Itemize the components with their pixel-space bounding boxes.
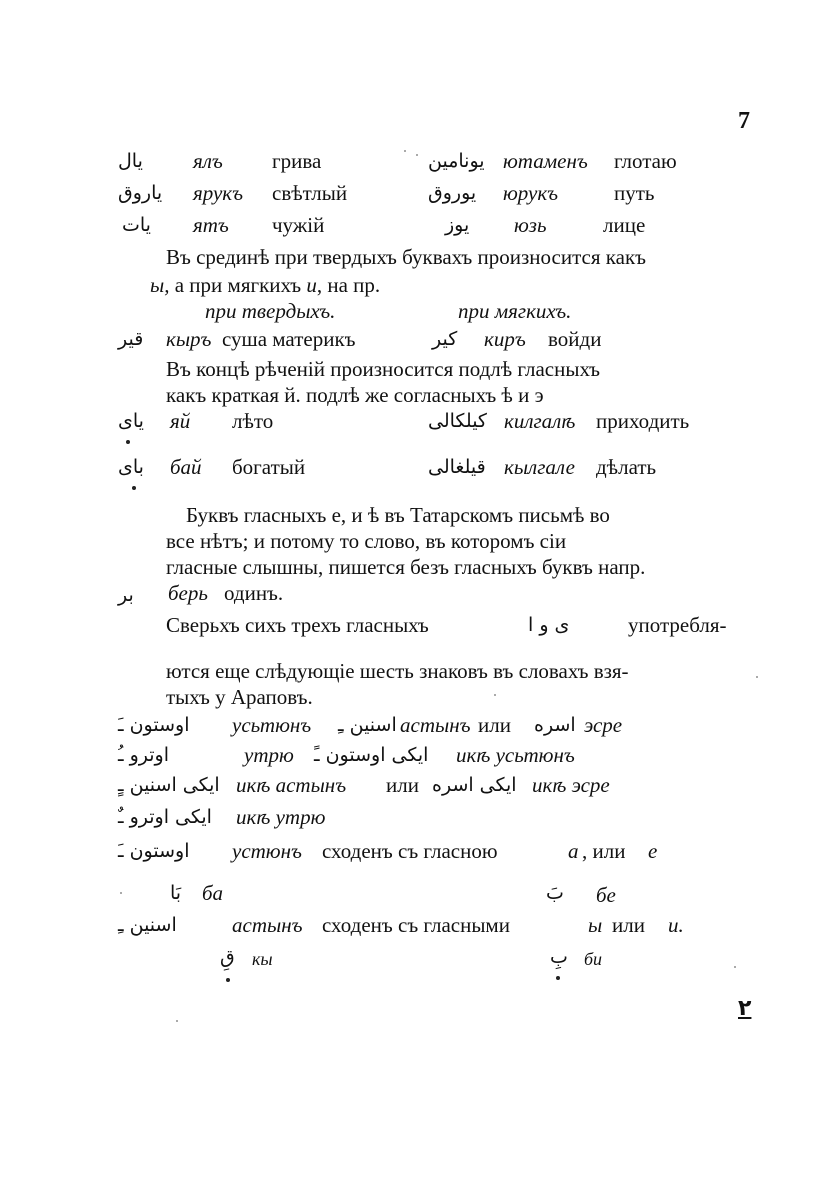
sign-name: усьтюнъ (232, 713, 312, 737)
arabic-word: كيلكالى (428, 410, 487, 432)
translit-word: би (584, 949, 603, 969)
arabic-word: يونامين (428, 150, 485, 172)
translit-word: кыръ (166, 327, 212, 351)
vowel-letter: и (306, 273, 317, 297)
meaning-word: богатый (232, 455, 306, 479)
arabic-word: اسنين ـِ (118, 914, 177, 936)
arabic-word: ايكى اسنين ـٍ (118, 774, 220, 796)
sign-name: икѣ астынъ (236, 773, 347, 797)
paper-speck (120, 892, 122, 894)
paper-speck (404, 150, 406, 152)
meaning-word: грива (272, 149, 322, 173)
paper-speck (756, 676, 758, 678)
arabic-word: بر (118, 584, 134, 606)
paragraph-line: ются еще слѣдующіе шесть знаковъ въ словахъ взя- (166, 659, 629, 683)
translit-word: берь (168, 581, 208, 605)
conjunction: , или (582, 839, 626, 863)
paragraph-line: Буквъ гласныхъ е, и ѣ въ Татарскомъ письмѣ во (186, 503, 610, 527)
meaning-word: лѣто (232, 409, 274, 433)
conjunction: или (478, 713, 511, 737)
sign-name: устюнъ (232, 839, 302, 863)
arabic-word: اوستون ـَ (118, 714, 190, 736)
ink-dot (126, 440, 130, 444)
sign-name: икѣ усьтюнъ (456, 743, 575, 767)
translit-word: ялъ (193, 149, 223, 173)
soft-label: при мягкихъ. (458, 299, 572, 323)
translit-word: юрукъ (503, 181, 559, 205)
rule-text: сходенъ съ гласными (322, 913, 510, 937)
vowel-letter: и. (668, 913, 684, 937)
translit-word: бай (170, 455, 202, 479)
paper-speck (494, 694, 496, 696)
arabic-word: يوز (445, 214, 470, 236)
vowel-letter: а (568, 839, 579, 863)
arabic-word: ايكى اوترو ـٌ (118, 806, 212, 828)
arabic-word: بِ (550, 946, 568, 968)
paragraph-text: а при мягкихъ (174, 273, 302, 297)
meaning-word: приходить (596, 409, 690, 433)
translit-word: бе (596, 883, 616, 907)
paragraph-text: употребля- (628, 613, 727, 637)
translit-word: кылгале (504, 455, 575, 479)
meaning-word: глотаю (614, 149, 677, 173)
paragraph-line: Въ срединѣ при твердыхъ буквахъ произносится какъ (166, 245, 647, 269)
vowel-letter: ы (588, 913, 603, 937)
meaning-word: дѣлать (596, 455, 657, 479)
arabic-word: قيلغالى (428, 456, 486, 478)
meaning-word: одинъ. (224, 581, 284, 605)
arabic-word: ياروق (118, 182, 163, 204)
arabic-word: قير (118, 328, 144, 350)
translit-word: ярукъ (193, 181, 244, 205)
arabic-word: اوستون ـَ (118, 840, 190, 862)
sign-name: эсре (584, 713, 623, 737)
arabic-word: بَا (170, 882, 182, 904)
arabic-word: قِ (220, 946, 235, 968)
paragraph-line: все нѣтъ; и потому то слово, въ которомъ сіи (166, 529, 567, 553)
ink-dot (556, 976, 560, 980)
meaning-word: путь (614, 181, 655, 205)
hard-label: при твердыхъ. (205, 299, 336, 323)
paragraph-line (150, 272, 380, 298)
translit-word: кы (252, 949, 273, 969)
paragraph-text: , на пр. (316, 273, 381, 297)
paper-speck (416, 154, 418, 156)
translit-word: яй (170, 409, 191, 433)
sign-name: астынъ (400, 713, 471, 737)
sign-name: утрю (244, 743, 294, 767)
paragraph-line: какъ краткая й. подлѣ же согласныхъ ѣ и э (166, 383, 544, 407)
page-number: 7 (738, 108, 750, 134)
sign-name: астынъ (232, 913, 303, 937)
translit-word: ютаменъ (503, 149, 588, 173)
vowel-letter: ы, (150, 273, 170, 297)
arabic-word: كير (432, 328, 458, 350)
translit-word: юзь (514, 213, 547, 237)
ink-dot (226, 978, 230, 982)
paragraph-line: Въ концѣ рѣченій произносится подлѣ гласныхъ (166, 357, 601, 381)
arabic-word: ياى (118, 410, 144, 432)
arabic-letters: ى و ا (528, 614, 570, 636)
meaning-word: свѣтлый (272, 181, 348, 205)
arabic-word: باى (118, 456, 144, 478)
arabic-word: ايكى اوستون ـً (314, 744, 429, 766)
rule-text: сходенъ съ гласною (322, 839, 498, 863)
translit-word: киръ (484, 327, 526, 351)
sign-name: икѣ эсре (532, 773, 610, 797)
conjunction: или (612, 913, 645, 937)
ink-dot (132, 486, 136, 490)
paragraph-line: тыхъ у Араповъ. (166, 685, 313, 709)
meaning-word: войди (548, 327, 602, 351)
arabic-word: يوروق (428, 182, 477, 204)
translit-word: ятъ (193, 213, 229, 237)
arabic-word: يال (118, 150, 143, 172)
meaning-word: суша материкъ (222, 327, 356, 351)
paper-speck (734, 966, 736, 968)
paper-speck (176, 1020, 178, 1022)
catchword: ٢ (738, 996, 752, 1021)
translit-word: ба (202, 881, 224, 905)
sign-name: икѣ утрю (236, 805, 326, 829)
translit-word: килгалѣ (504, 409, 576, 433)
paragraph-line: гласные слышны, пишется безъ гласныхъ буквъ напр. (166, 555, 646, 579)
paragraph-text: Сверьхъ сихъ трехъ гласныхъ (166, 613, 429, 637)
conjunction: или (386, 773, 419, 797)
arabic-word: اسره (534, 714, 576, 736)
meaning-word: лице (603, 213, 646, 237)
arabic-word: يات (122, 214, 151, 236)
arabic-word: اسنين ـِ (338, 714, 397, 736)
vowel-letter: е (648, 839, 658, 863)
meaning-word: чужій (272, 213, 325, 237)
arabic-word: اوترو ـُ (118, 744, 170, 766)
arabic-word: ايكى اسره (432, 774, 517, 796)
arabic-word: بَ (546, 882, 564, 904)
